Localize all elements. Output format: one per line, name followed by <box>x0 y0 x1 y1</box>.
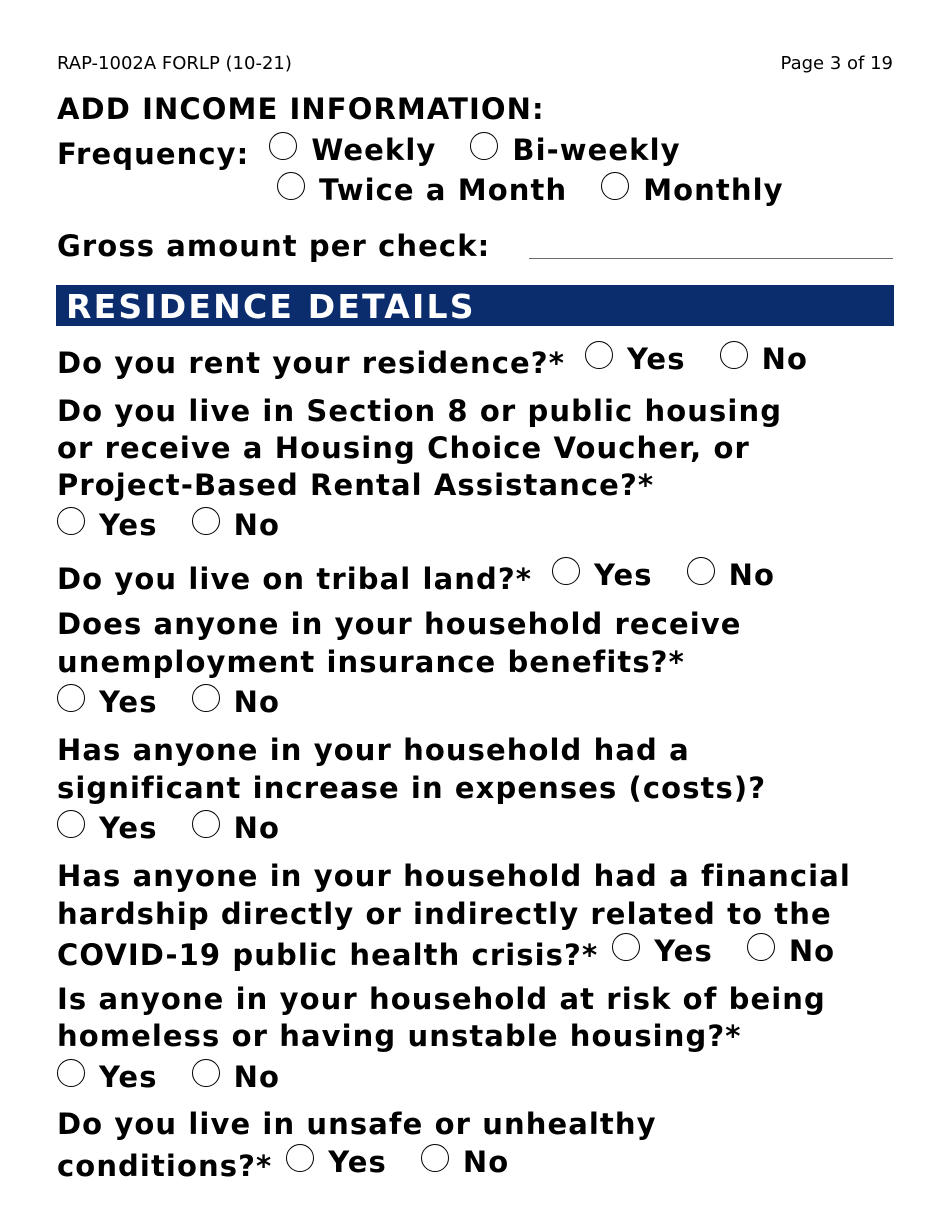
question-rent-text: Do you rent your residence?* <box>57 346 565 380</box>
frequency-row-2 <box>277 173 784 211</box>
frequency-twice-a-month-option[interactable] <box>277 173 567 207</box>
question-tribal-land-text: Do you live on tribal land?* <box>57 562 533 596</box>
tribal-yes-radio[interactable] <box>552 557 580 585</box>
question-unsafe-line-2 <box>57 1145 509 1183</box>
covid-no-radio[interactable] <box>747 933 775 961</box>
yes-label: Yes <box>99 811 158 845</box>
unsafe-yes-radio[interactable] <box>286 1144 314 1172</box>
frequency-monthly-option[interactable] <box>601 173 783 207</box>
unsafe-no-option[interactable] <box>421 1145 509 1179</box>
expenses-no-option[interactable] <box>192 811 280 845</box>
homeless-no-option[interactable] <box>192 1060 280 1094</box>
no-label: No <box>728 558 776 592</box>
covid-yes-option[interactable] <box>612 934 713 968</box>
question-covid-line-3 <box>57 934 835 972</box>
gross-amount-label: Gross amount per check: <box>57 229 491 263</box>
homeless-answers <box>57 1060 280 1098</box>
question-expenses-line-1: Has anyone in your household had a <box>57 733 690 767</box>
question-section8-line-3: Project-Based Rental Assistance?* <box>57 468 655 502</box>
unemployment-yes-radio[interactable] <box>57 684 85 712</box>
rent-yes-option[interactable] <box>585 342 686 376</box>
question-rent <box>57 342 808 380</box>
yes-label: Yes <box>654 934 713 968</box>
frequency-weekly-radio[interactable] <box>269 132 297 160</box>
unemployment-yes-option[interactable] <box>57 685 158 719</box>
expenses-no-radio[interactable] <box>192 810 220 838</box>
tribal-no-option[interactable] <box>687 558 775 592</box>
tribal-no-radio[interactable] <box>687 557 715 585</box>
income-section-title: ADD INCOME INFORMATION: <box>57 92 545 126</box>
no-label: No <box>233 811 280 845</box>
question-expenses-line-2: significant increase in expenses (costs)? <box>57 771 767 805</box>
no-label: No <box>788 934 836 968</box>
homeless-no-radio[interactable] <box>192 1059 220 1087</box>
rent-yes-radio[interactable] <box>585 341 613 369</box>
frequency-biweekly-option[interactable] <box>470 133 680 167</box>
frequency-monthly-label: Monthly <box>643 173 784 207</box>
unsafe-no-radio[interactable] <box>421 1144 449 1172</box>
rent-no-option[interactable] <box>720 342 808 376</box>
tribal-yes-option[interactable] <box>552 558 653 592</box>
question-unsafe-line-1: Do you live in unsafe or unhealthy <box>57 1107 657 1141</box>
expenses-yes-option[interactable] <box>57 811 158 845</box>
unemployment-answers <box>57 685 280 723</box>
frequency-weekly-label: Weekly <box>311 133 437 167</box>
question-unsafe-line-2-text: conditions?* <box>57 1149 273 1183</box>
expenses-yes-radio[interactable] <box>57 810 85 838</box>
section8-no-radio[interactable] <box>192 507 220 535</box>
gross-amount-input[interactable] <box>529 258 893 259</box>
residence-details-title: RESIDENCE DETAILS <box>66 287 476 326</box>
question-homeless-line-2: homeless or having unstable housing?* <box>57 1019 742 1053</box>
frequency-twice-a-month-radio[interactable] <box>277 172 305 200</box>
unemployment-no-option[interactable] <box>192 685 280 719</box>
question-unemployment-line-2: unemployment insurance benefits?* <box>57 645 685 679</box>
homeless-yes-radio[interactable] <box>57 1059 85 1087</box>
frequency-monthly-radio[interactable] <box>601 172 629 200</box>
question-covid-line-1: Has anyone in your household had a financial <box>57 859 851 893</box>
section8-yes-option[interactable] <box>57 508 158 542</box>
question-section8-line-2: or receive a Housing Choice Voucher, or <box>57 431 750 465</box>
residence-details-banner <box>56 285 894 326</box>
form-id: RAP-1002A FORLP (10-21) <box>57 53 292 74</box>
question-tribal-land <box>57 558 775 596</box>
no-label: No <box>462 1145 510 1179</box>
covid-no-option[interactable] <box>747 934 835 968</box>
yes-label: Yes <box>594 558 653 592</box>
unemployment-no-radio[interactable] <box>192 684 220 712</box>
frequency-biweekly-label: Bi-weekly <box>512 133 681 167</box>
covid-yes-radio[interactable] <box>612 933 640 961</box>
yes-label: Yes <box>99 685 158 719</box>
question-covid-line-2: hardship directly or indirectly related to the <box>57 897 832 931</box>
no-label: No <box>233 508 280 542</box>
question-section8-line-1: Do you live in Section 8 or public housing <box>57 394 783 428</box>
section8-no-option[interactable] <box>192 508 280 542</box>
no-label: No <box>233 1060 280 1094</box>
yes-label: Yes <box>627 342 686 376</box>
section8-yes-radio[interactable] <box>57 507 85 535</box>
unsafe-yes-option[interactable] <box>286 1145 387 1179</box>
yes-label: Yes <box>328 1145 387 1179</box>
section8-answers <box>57 508 280 546</box>
question-unemployment-line-1: Does anyone in your household receive <box>57 607 742 641</box>
page-number: Page 3 of 19 <box>780 53 893 74</box>
rent-no-radio[interactable] <box>720 341 748 369</box>
expenses-answers <box>57 811 280 849</box>
question-covid-line-3-text: COVID-19 public health crisis?* <box>57 938 599 972</box>
frequency-biweekly-radio[interactable] <box>470 132 498 160</box>
yes-label: Yes <box>99 1060 158 1094</box>
frequency-twice-a-month-label: Twice a Month <box>319 173 568 207</box>
no-label: No <box>761 342 808 376</box>
question-homeless-line-1: Is anyone in your household at risk of being <box>57 982 826 1016</box>
no-label: No <box>233 685 280 719</box>
frequency-weekly-option[interactable] <box>269 133 436 167</box>
yes-label: Yes <box>99 508 158 542</box>
frequency-label: Frequency: <box>57 137 250 171</box>
homeless-yes-option[interactable] <box>57 1060 158 1094</box>
frequency-row-1 <box>57 133 681 171</box>
